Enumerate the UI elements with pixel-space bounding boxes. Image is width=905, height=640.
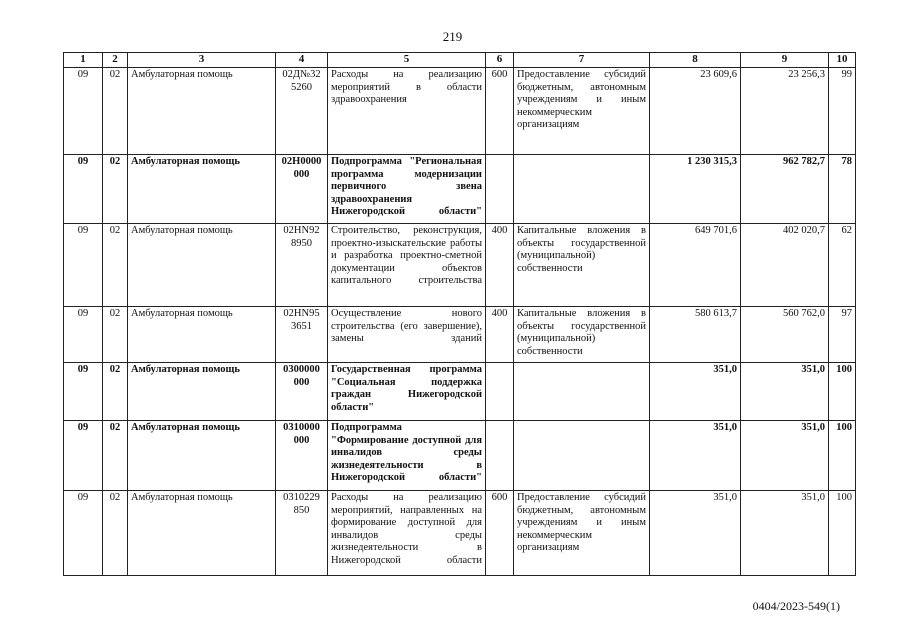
cell-description: Государственная программа "Социальная поддержка граждан Нижегородской области" xyxy=(328,363,486,421)
cell-section-name: Амбулаторная помощь xyxy=(128,68,276,155)
cell-planned: 23 609,6 xyxy=(650,68,741,155)
cell-planned: 351,0 xyxy=(650,363,741,421)
cell-percent: 100 xyxy=(829,491,856,576)
cell-actual: 402 020,7 xyxy=(741,224,829,307)
cell-expense-name xyxy=(514,421,650,491)
col-header: 2 xyxy=(103,53,128,68)
cell-expense-type xyxy=(486,155,514,224)
col-header: 7 xyxy=(514,53,650,68)
cell-expense-type: 400 xyxy=(486,224,514,307)
cell-expense-name: Предоставление субсидий бюджетным, автономным учреждениям и иным некоммерческим организациям xyxy=(514,68,650,155)
cell-description: Подпрограмма "Региональная программа модернизации первичного звена здравоохранения Нижегородской области" xyxy=(328,155,486,224)
cell-percent: 62 xyxy=(829,224,856,307)
cell-expense-name: Капитальные вложения в объекты государственной (муниципальной) собственности xyxy=(514,307,650,363)
table-row xyxy=(64,363,856,421)
table-row xyxy=(64,68,856,155)
cell-section-name: Амбулаторная помощь xyxy=(128,307,276,363)
cell-section: 09 xyxy=(64,68,103,155)
col-header: 10 xyxy=(829,53,856,68)
cell-target-code: 0300000 000 xyxy=(276,363,328,421)
cell-percent: 97 xyxy=(829,307,856,363)
cell-target-code: 02Д№32 5260 xyxy=(276,68,328,155)
cell-actual: 962 782,7 xyxy=(741,155,829,224)
cell-expense-type: 600 xyxy=(486,68,514,155)
cell-expense-name: Капитальные вложения в объекты государственной (муниципальной) собственности xyxy=(514,224,650,307)
table-row xyxy=(64,307,856,363)
cell-expense-type: 400 xyxy=(486,307,514,363)
cell-section: 09 xyxy=(64,491,103,576)
document-code: 0404/2023-549(1) xyxy=(752,599,840,613)
cell-section-name: Амбулаторная помощь xyxy=(128,421,276,491)
cell-subsection: 02 xyxy=(103,307,128,363)
cell-expense-name: Предоставление субсидий бюджетным, автономным учреждениям и иным некоммерческим организациям xyxy=(514,491,650,576)
cell-planned: 1 230 315,3 xyxy=(650,155,741,224)
cell-section: 09 xyxy=(64,421,103,491)
cell-subsection: 02 xyxy=(103,421,128,491)
cell-expense-name xyxy=(514,363,650,421)
cell-section-name: Амбулаторная помощь xyxy=(128,363,276,421)
cell-expense-type xyxy=(486,421,514,491)
cell-actual: 351,0 xyxy=(741,421,829,491)
cell-subsection: 02 xyxy=(103,363,128,421)
col-header: 8 xyxy=(650,53,741,68)
cell-description: Подпрограмма "Формирование доступной для инвалидов среды жизнедеятельности в Нижегородской области" xyxy=(328,421,486,491)
cell-actual: 351,0 xyxy=(741,363,829,421)
col-header: 4 xyxy=(276,53,328,68)
cell-subsection: 02 xyxy=(103,224,128,307)
cell-percent: 100 xyxy=(829,421,856,491)
cell-section-name: Амбулаторная помощь xyxy=(128,224,276,307)
cell-section-name: Амбулаторная помощь xyxy=(128,491,276,576)
cell-target-code: 02Н0000 000 xyxy=(276,155,328,224)
cell-expense-type: 600 xyxy=(486,491,514,576)
cell-description: Осуществление нового строительства (его завершение), замены зданий xyxy=(328,307,486,363)
col-header: 1 xyxy=(64,53,103,68)
cell-section-name: Амбулаторная помощь xyxy=(128,155,276,224)
cell-section: 09 xyxy=(64,363,103,421)
cell-section: 09 xyxy=(64,224,103,307)
cell-actual: 560 762,0 xyxy=(741,307,829,363)
col-header: 5 xyxy=(328,53,486,68)
table-row xyxy=(64,155,856,224)
cell-actual: 351,0 xyxy=(741,491,829,576)
page-number: 219 xyxy=(442,29,463,44)
cell-subsection: 02 xyxy=(103,491,128,576)
cell-section: 09 xyxy=(64,307,103,363)
cell-target-code: 0310000 000 xyxy=(276,421,328,491)
cell-section: 09 xyxy=(64,155,103,224)
cell-target-code: 02НN92 8950 xyxy=(276,224,328,307)
cell-description: Расходы на реализацию мероприятий, направленных на формирование доступной для инвалидов среды жизнедеятельности в Нижегородской области xyxy=(328,491,486,576)
col-header: 6 xyxy=(486,53,514,68)
cell-percent: 100 xyxy=(829,363,856,421)
cell-expense-type xyxy=(486,363,514,421)
cell-actual: 23 256,3 xyxy=(741,68,829,155)
cell-expense-name xyxy=(514,155,650,224)
budget-table xyxy=(63,52,856,576)
table-row xyxy=(64,421,856,491)
cell-planned: 649 701,6 xyxy=(650,224,741,307)
cell-target-code: 02НN95 3651 xyxy=(276,307,328,363)
cell-planned: 351,0 xyxy=(650,421,741,491)
col-header: 3 xyxy=(128,53,276,68)
cell-planned: 580 613,7 xyxy=(650,307,741,363)
cell-percent: 78 xyxy=(829,155,856,224)
cell-description: Расходы на реализацию мероприятий в области здравоохранения xyxy=(328,68,486,155)
table-row xyxy=(64,224,856,307)
col-header: 9 xyxy=(741,53,829,68)
cell-subsection: 02 xyxy=(103,155,128,224)
cell-subsection: 02 xyxy=(103,68,128,155)
table-header-row xyxy=(64,53,856,68)
cell-description: Строительство, реконструкция, проектно-изыскательские работы и разработка проектно-сметной документации объектов капитального строительства xyxy=(328,224,486,307)
table-row xyxy=(64,491,856,576)
cell-planned: 351,0 xyxy=(650,491,741,576)
cell-target-code: 0310229 850 xyxy=(276,491,328,576)
cell-percent: 99 xyxy=(829,68,856,155)
